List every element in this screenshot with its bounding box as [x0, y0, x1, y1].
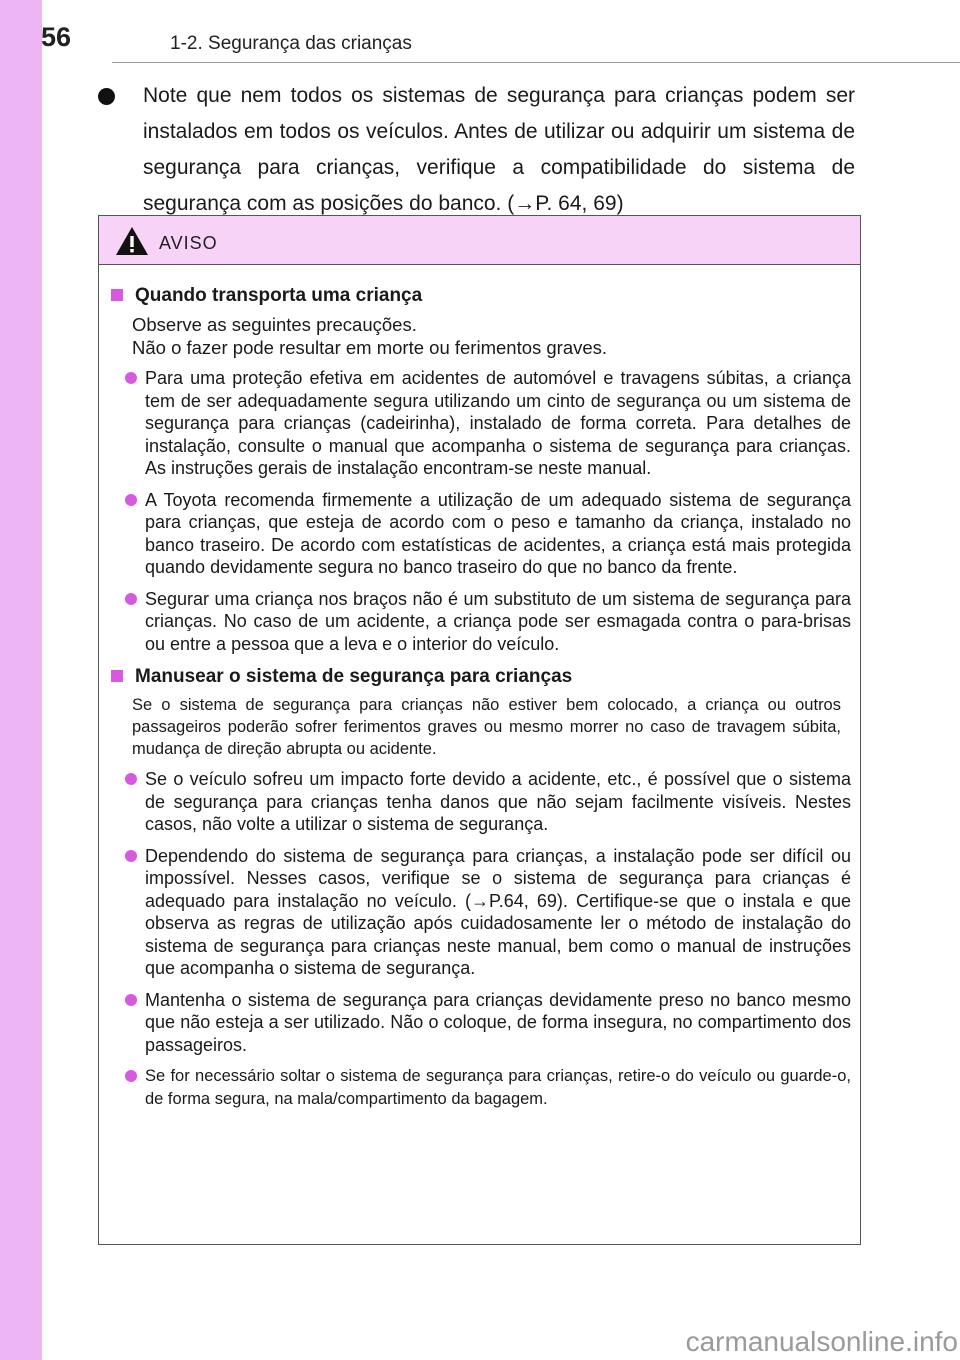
round-bullet-icon: [125, 372, 137, 384]
warning-list-item-text: Dependendo do sistema de segurança para crianças, a instalação pode ser difícil ou impossível. Nesses casos, verifique se o sistema de segurança para crianças é adequado para instalação no veículo. (→P.64, 69). Certifique-se que o instala e que observa as regras de utilização após cuidadosamente ler o método de instalação do sistema de segurança para crianças neste manual, bem como o manual de instruções que acompanha o sistema de segurança.: [145, 845, 851, 978]
subsection-intro-line: Não o fazer pode resultar em morte ou ferimentos graves.: [132, 337, 608, 358]
header-divider: [112, 62, 960, 63]
watermark: carmanualsonline.info: [685, 1326, 958, 1357]
warning-list-item: [108, 1065, 851, 1110]
round-bullet-icon: [125, 850, 137, 862]
chapter-side-strip: [0, 0, 42, 1360]
subsection-heading-text: Manusear o sistema de segurança para crianças: [135, 666, 573, 687]
warning-list-item: [108, 768, 851, 836]
round-bullet-icon: [125, 593, 137, 605]
section-title: 1-2. Segurança das crianças: [170, 33, 412, 54]
warning-list-item: [108, 588, 851, 656]
warning-list-item: [108, 989, 851, 1057]
warning-list-item-text: Se o veículo sofreu um impacto forte devido a acidente, etc., é possível que o sistema de segurança para crianças tenha danos que não sejam facilmente visíveis. Nestes casos, não volte a utilizar o sistema de segurança.: [145, 769, 851, 834]
warning-list-item-text: A Toyota recomenda firmemente a utilização de um adequado sistema de segurança para crianças, que esteja de acordo com o peso e tamanho da criança, instalado no banco traseiro. De acordo com estatísticas de acidentes, a criança está mais protegida quando devidamente segura no banco traseiro do que no banco da frente.: [145, 489, 851, 577]
subsection-intro-line: Se o sistema de segurança para crianças não estiver bem colocado, a criança ou outros passageiros poderão sofrer ferimentos graves ou mesmo morrer no caso de travagem súbita, mudança de direção abrupta ou acidente.: [132, 696, 841, 758]
warning-subsection: [108, 664, 851, 1110]
warning-box: [98, 215, 861, 1245]
warning-list-item: [108, 489, 851, 579]
round-bullet-icon: [125, 494, 137, 506]
subsection-intro: [108, 313, 851, 359]
warning-list-item-text: Se for necessário soltar o sistema de segurança para crianças, retire-o do veículo ou guarde-o, de forma segura, na mala/compartimento da bagagem.: [145, 1067, 851, 1108]
round-bullet-icon: [125, 994, 137, 1006]
round-bullet-icon: [125, 773, 137, 785]
warning-list-item: [108, 367, 851, 480]
subsection-intro-line: Observe as seguintes precauções.: [132, 314, 417, 335]
subsection-heading-text: Quando transporta uma criança: [135, 285, 423, 306]
warning-list-item: [108, 845, 851, 980]
page-number: 56: [40, 22, 72, 52]
warning-title: AVISO: [159, 233, 218, 253]
warning-list-item-text: Para uma proteção efetiva em acidentes de automóvel e travagens súbitas, a criança tem de ser adequadamente segura utilizando um cinto de segurança ou um sistema de segurança para crianças (cadeirinha), instalado de forma correta. Para detalhes de instalação, consulte o manual que acompanha o sistema de segurança para crianças. As instruções gerais de instalação encontram-se neste manual.: [145, 368, 851, 478]
subsection-intro: [108, 694, 851, 760]
subsection-heading: [108, 664, 851, 690]
warning-list-item-text: Segurar uma criança nos braços não é um substituto de um sistema de segurança para crianças. No caso de um acidente, a criança pode ser esmagada contra o para-brisas ou entre a pessoa que a leva e o interior do veículo.: [145, 588, 851, 654]
warning-body: [99, 265, 860, 1110]
black-bullet-icon: [98, 88, 115, 105]
warning-triangle-icon: [115, 226, 149, 256]
round-bullet-icon: [125, 1070, 137, 1082]
intro-note: [98, 78, 855, 222]
warning-subsection: [108, 283, 851, 655]
warning-list-item-text: Mantenha o sistema de segurança para crianças devidamente preso no banco mesmo que não esteja a ser utilizado. Não o coloque, de forma insegura, no compartimento dos passageiros.: [145, 989, 851, 1055]
square-bullet-icon: [111, 289, 123, 301]
intro-note-text: Note que nem todos os sistemas de segurança para crianças podem ser instalados em todos os veículos. Antes de utilizar ou adquirir um sistema de segurança para crianças, verifique a compatibilidade do sistema de segurança com as posições do banco. (→P. 64, 69): [143, 84, 855, 215]
warning-header: [99, 216, 860, 265]
subsection-heading: [108, 283, 851, 309]
square-bullet-icon: [111, 670, 123, 682]
